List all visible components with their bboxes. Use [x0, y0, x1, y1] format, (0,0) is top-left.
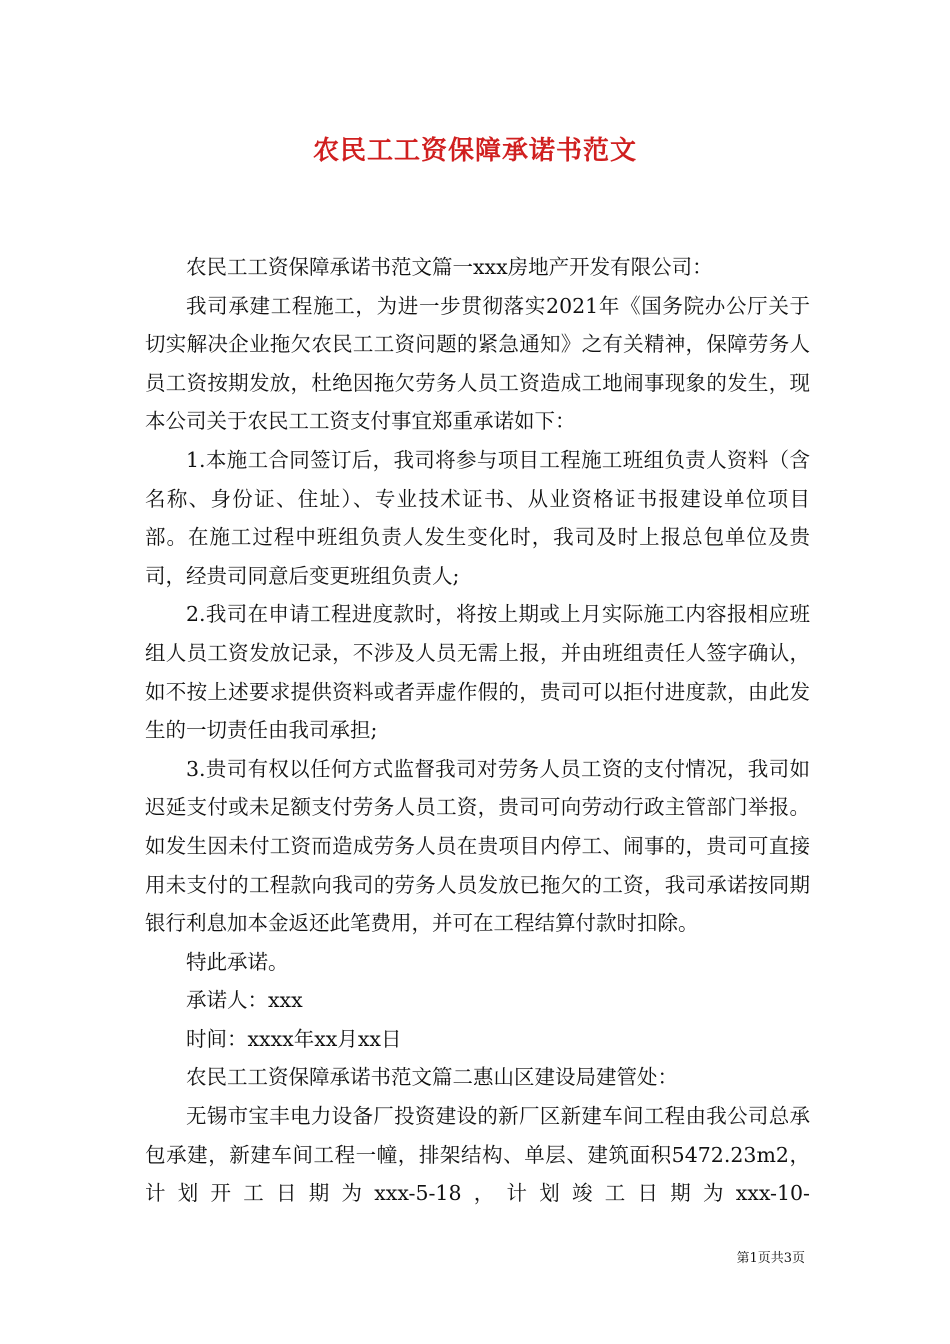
paragraph-clause-2: 2.我司在申请工程进度款时，将按上期或上月实际施工内容报相应班组人员工资发放记录，不涉及人员无需上报，并由班组责任人签字确认，如不按上述要求提供资料或者弄虚作假的，贵司可以拒付进度款，由此发生的一切责任由我司承担; — [145, 602, 810, 743]
paragraph-addressee-2: 农民工工资保障承诺书范文篇二惠山区建设局建管处： — [186, 1065, 678, 1090]
document-title: 农民工工资保障承诺书范文 — [312, 136, 637, 166]
paragraph-clause-1: 1.本施工合同签订后，我司将参与项目工程施工班组负责人资料（含名称、身份证、住址）、专业技术证书、从业资格证书报建设单位项目部。在施工过程中班组负责人发生变化时，我司及时上报总包单位及贵司，经贵司同意后变更班组负责人; — [145, 447, 810, 588]
paragraph-signatory: 承诺人：xxx — [186, 988, 303, 1013]
paragraph-project-description: 无锡市宝丰电力设备厂投资建设的新厂区新建车间工程由我公司总承包承建，新建车间工程一幢，排架结构、单层、建筑面积5472.23m2，计划开工日期为xxx-5-18，计划竣工日期为xxx-10- — [145, 1104, 810, 1206]
paragraph-intro: 我司承建工程施工，为进一步贯彻落实2021年《国务院办公厅关于切实解决企业拖欠农民工工资问题的紧急通知》之有关精神，保障劳务人员工资按期发放，杜绝因拖欠劳务人员工资造成工地闹事现象的发生，现本公司关于农民工工资支付事宜郑重承诺如下： — [145, 293, 810, 434]
page-indicator: 第1页共3页 — [736, 1251, 805, 1266]
paragraph-date: 时间：xxxx年xx月xx日 — [186, 1026, 402, 1051]
paragraph-addressee-1: 农民工工资保障承诺书范文篇一xxx房地产开发有限公司： — [186, 255, 713, 279]
document-body — [145, 248, 810, 1213]
paragraph-clause-3: 3.贵司有权以任何方式监督我司对劳务人员工资的支付情况，我司如迟延支付或未足额支付劳务人员工资，贵司可向劳动行政主管部门举报。如发生因未付工资而造成劳务人员在贵项目内停工、闹事的，贵司可直接用未支付的工程款向我司的劳务人员发放已拖欠的工资，我司承诺按同期银行利息加本金返还此笔费用，并可在工程结算付款时扣除。 — [145, 756, 810, 936]
paragraph-closing: 特此承诺。 — [186, 949, 289, 974]
